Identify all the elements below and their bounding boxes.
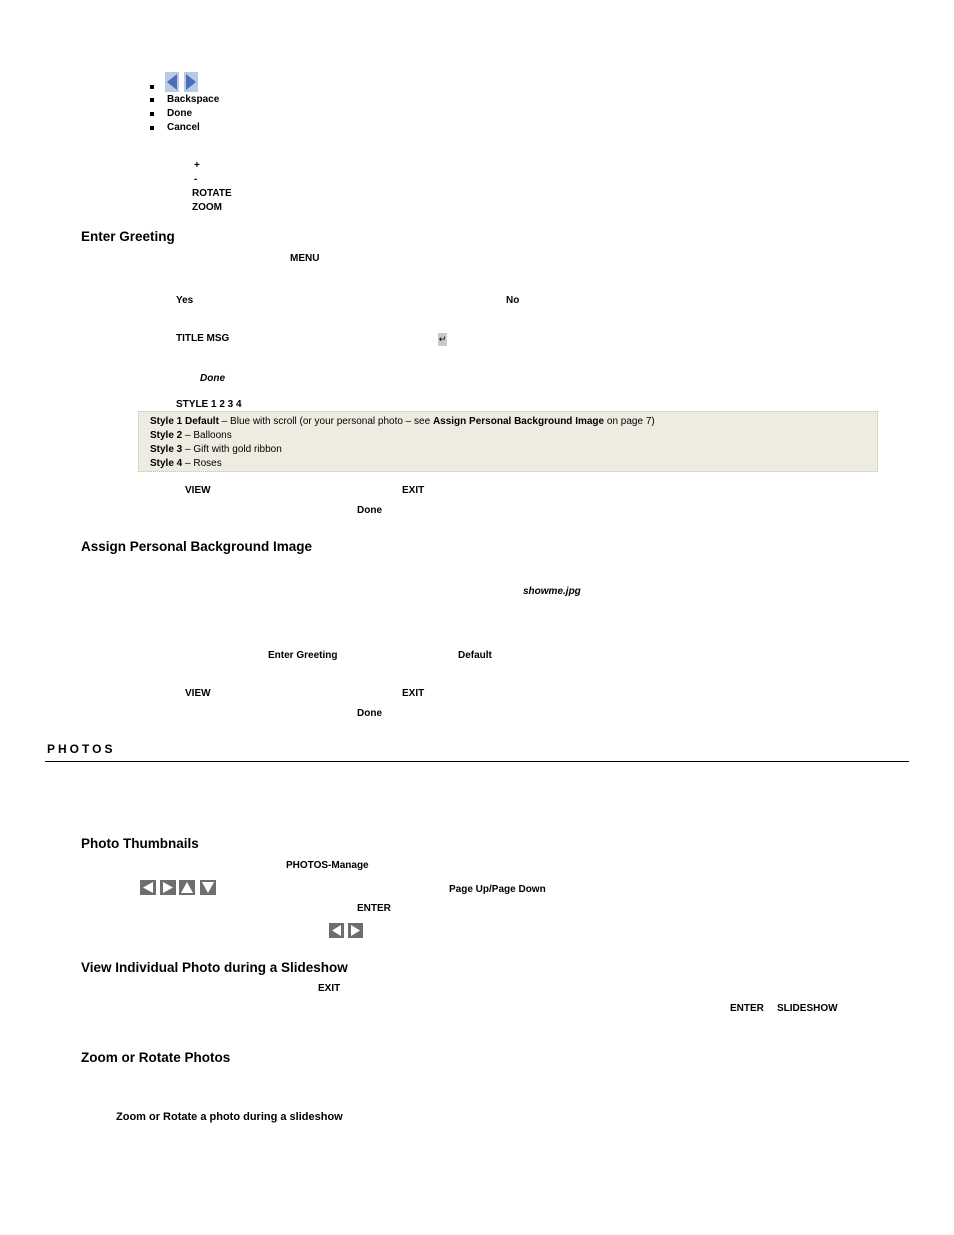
style-sep: – — [182, 444, 194, 455]
style-name: Style 3 — [150, 444, 183, 455]
enter-key-icon: ↵ — [438, 334, 447, 344]
style-line-3 — [150, 444, 282, 456]
enter-key: ENTER — [357, 903, 391, 914]
enter-greeting-heading: Enter Greeting — [81, 229, 175, 244]
photos-manage-key: PHOTOS-Manage — [286, 860, 369, 871]
enter-key: ENTER — [730, 1003, 764, 1014]
style-desc-link: Assign Personal Background Image — [432, 416, 605, 427]
right-arrow-icon — [160, 880, 176, 900]
bullet — [150, 98, 154, 102]
down-arrow-icon — [200, 880, 216, 900]
control-minus: - — [194, 174, 198, 185]
left-arrow-icon — [329, 923, 344, 943]
style-sep: – — [218, 416, 231, 427]
control-plus: + — [194, 160, 200, 171]
bullet — [150, 112, 154, 116]
style-label: STYLE 1 2 3 4 — [176, 399, 242, 410]
style-sep: – — [182, 430, 194, 441]
right-arrow-icon — [348, 923, 363, 943]
control-rotate: ROTATE — [192, 188, 232, 199]
zoom-rotate-subheading: Zoom or Rotate a photo during a slideshow — [116, 1111, 343, 1123]
bullet — [150, 126, 154, 130]
zoom-rotate-heading: Zoom or Rotate Photos — [81, 1050, 231, 1065]
view-key: VIEW — [185, 688, 211, 699]
slideshow-key: SLIDESHOW — [777, 1003, 838, 1014]
control-zoom: ZOOM — [192, 202, 222, 213]
style-name: Style 1 Default — [150, 416, 219, 427]
done-key: Done — [357, 708, 382, 719]
style-desc: Blue with scroll (or your personal photo – see — [230, 416, 433, 427]
up-arrow-icon — [179, 880, 195, 900]
default-ref: Default — [458, 650, 492, 661]
view-key: VIEW — [185, 485, 211, 496]
style-name: Style 2 — [150, 430, 183, 441]
enter-greeting-ref: Enter Greeting — [268, 650, 338, 661]
bullet — [150, 85, 154, 89]
style-line-4 — [150, 458, 222, 470]
style-name: Style 4 — [150, 458, 183, 469]
no-option: No — [506, 295, 520, 306]
done-key: Done — [357, 505, 382, 516]
done-italic: Done — [200, 373, 225, 384]
menu-key: MENU — [290, 253, 320, 264]
style-desc-post: on page 7) — [604, 416, 655, 427]
style-line-1 — [150, 416, 655, 428]
page-up-down-key: Page Up/Page Down — [449, 884, 546, 895]
exit-key: EXIT — [402, 688, 425, 699]
style-line-2 — [150, 430, 232, 442]
left-arrow-icon — [140, 880, 156, 900]
exit-key: EXIT — [402, 485, 425, 496]
list-item-done: Done — [167, 108, 192, 119]
assign-bg-heading: Assign Personal Background Image — [81, 539, 313, 554]
view-slideshow-heading: View Individual Photo during a Slideshow — [81, 960, 348, 975]
style-options-box — [138, 411, 878, 472]
exit-key: EXIT — [318, 983, 341, 994]
list-item-cancel: Cancel — [167, 122, 200, 133]
title-msg: TITLE MSG — [176, 333, 230, 344]
style-desc: Roses — [193, 458, 222, 469]
style-desc: Balloons — [193, 430, 232, 441]
yes-option: Yes — [176, 295, 194, 306]
style-sep: – — [182, 458, 194, 469]
photo-thumbnails-heading: Photo Thumbnails — [81, 836, 199, 851]
filename: showme.jpg — [523, 586, 581, 597]
list-item-backspace: Backspace — [167, 94, 220, 105]
photos-section-title: PHOTOS — [47, 742, 116, 756]
section-divider — [45, 761, 909, 762]
style-desc: Gift with gold ribbon — [193, 444, 282, 455]
